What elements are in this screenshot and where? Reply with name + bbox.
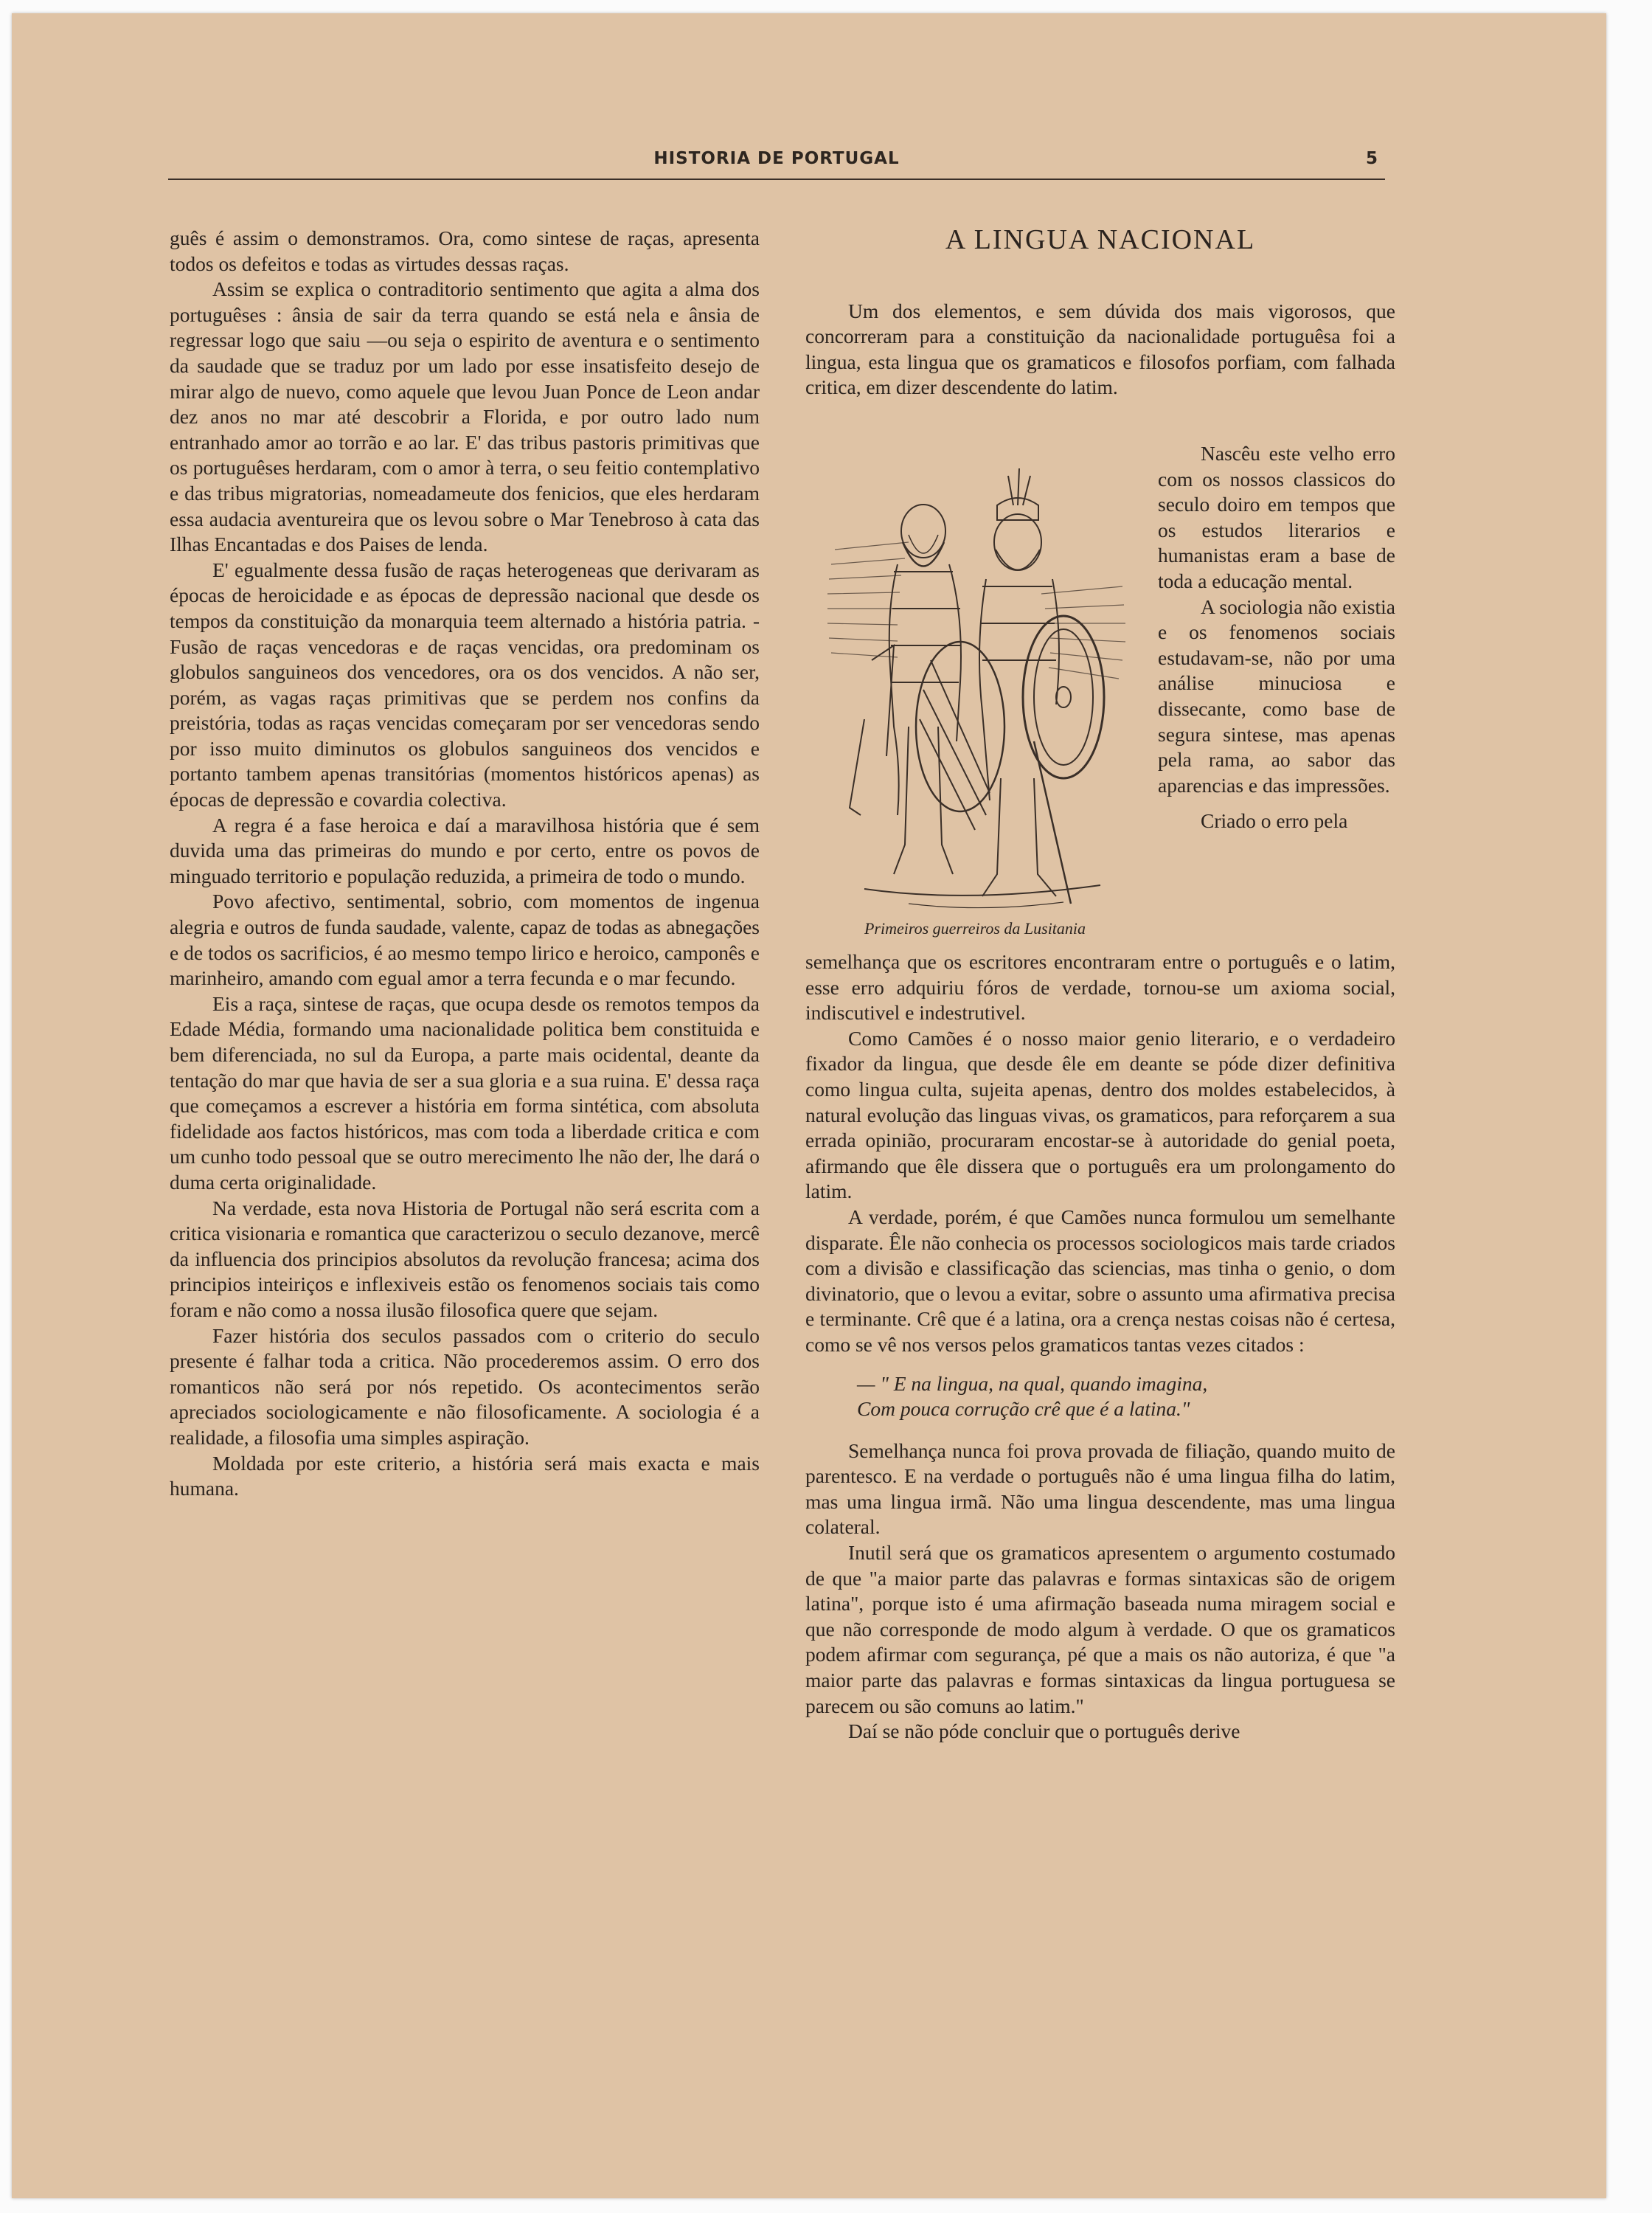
right-column-bottom [805,949,1395,1745]
paragraph: Criado o erro pela [1201,809,1348,833]
paragraph: Nascêu este velho erro com os nossos classicos do seculo doiro em tempos que os estudos literarios e humanistas eram a base de toda a educação mental. [1158,442,1395,592]
paragraph: A regra é a fase heroica e daí a maravilhosa história que é sem duvida uma das primeiras do mundo e por certo, entre os povos de minguado territorio e população reduzida, a primeira de todo o mundo. [170,813,760,887]
paragraph: semelhança que os escritores encontraram entre o português e o latim, esse erro adquiriu fóros de verdade, tornou-se um axioma social, indiscutivel e indestrutivel. [805,950,1395,1025]
paragraph: guês é assim o demonstramos. Ora, como sintese de raças, apresenta todos os defeitos e todas as virtudes dessas raças. [170,226,760,275]
right-column-beside-figure [1158,441,1395,834]
left-column [170,226,760,1502]
paragraph: Um dos elementos, e sem dúvida dos mais vigorosos, que concorreram para a constituição da nacionalidade portuguêsa foi a lingua, esta lingua que os gramaticos e filosofos porfiam, com falhada critica, em dizer descendente do latim. [805,299,1395,399]
section-title: A LINGUA NACIONAL [945,224,1256,255]
header-title: HISTORIA DE PORTUGAL [653,149,900,168]
quote-line: Com pouca corrução crê que é a latina." [857,1397,1190,1421]
page-number: 5 [1365,149,1378,168]
paragraph: E' egualmente dessa fusão de raças heterogeneas que derivaram as épocas de heroicidade e as épocas de depressão nacional que desde os tempos da constituição da monarquia teem alternado a história patria. - Fusão de raças vencedoras e de raças vencidas, ora predominam os globulos sanguineos dos vencedores, ora os dos vencidos. A não ser, porém, as vagas raças primitivas que se perdem nos confins da preistória, todas as raças vencidas começaram por ser vencedoras sendo por isso muito diminutos os globulos sanguineos dos vencidos e portanto tambem apenas transitórias (momentos históricos apenas) as épocas de depressão e covardia colectiva. [170,558,760,811]
warriors-illustration [820,461,1130,911]
paragraph: Fazer história dos seculos passados com o criterio do seculo presente é falhar toda a critica. Não procederemos assim. O erro dos romanticos não será por nós repetido. Os acontecimentos serão apreciados sociologicamente e não filosoficamente. A sociologia é a realidade, a filosofia uma simples aspiração. [170,1323,760,1449]
paragraph: A verdade, porém, é que Camões nunca formulou um semelhante disparate. Êle não conhecia os processos sociologicos mais tarde criados com a divisão e classificação das sciencias, mas tinha o genio, o dom divinatorio, que o levou a evitar, sobre o assunto uma afirmativa precisa e terminante. Crê que é a latina, ora a crença nestas coisas não é certesa, como se vê nos versos pelos gramaticos tantas vezes citados : [805,1205,1395,1356]
paragraph: Eis a raça, sintese de raças, que ocupa desde os remotos tempos da Edade Média, formando uma nacionalidade politica bem constituida e bem diferenciada, no sul da Europa, a parte mais ocidental, deante da tentação do mar que havia de ser a sua gloria e a sua ruina. E' dessa raça que começamos a escrever a história em forma sintética, com absoluta fidelidade aos factos históricos, mas com toda a liberdade critica e com um cunho todo pessoal que se outro merecimento lhe não der, lhe dará o duma certa originalidade. [170,991,760,1194]
paragraph: Como Camões é o nosso maior genio literario, e o verdadeiro fixador da lingua, que desde êle em deante se póde dizer definitiva como lingua culta, sujeita apenas, dentro dos moldes estabelecidos, à natural evolução das linguas vivas, os gramaticos, para reforçarem a sua errada opinião, procuraram encostar-se à autoridade do genial poeta, afirmando que êle dissera que o português era um prolongamento do latim. [805,1026,1395,1203]
paragraph: Daí se não póde concluir que o português derive [848,1720,1240,1743]
paragraph: Semelhança nunca foi prova provada de filiação, quando muito de parentesco. E na verdade o português não é uma lingua filha do latim, mas uma lingua irmã. Não uma lingua descendente, mas uma lingua colateral. [805,1438,1395,1539]
poem-quote [857,1371,1395,1422]
paragraph: A sociologia não existia e os fenomenos sociais estudavam-se, não por uma análise minuciosa e dissecante, como base de segura sintese, mas apenas pela rama, ao sabor das aparencias e das impressões. [1158,595,1395,797]
paragraph: Assim se explica o contraditorio sentimento que agita a alma dos portuguêses : ânsia de sair da terra quando se está nela e ânsia de regressar logo que saiu —ou seja o espirito de aventura e o sentimento da saudade que se traduz por um lado por esse insatisfeito desejo de mirar algo de nuevo, como aquele que levou Juan Ponce de Leon andar dez anos no mar até descobrir a Florida, e por outro lado num entranhado amor ao torrão e ao lar. E' das tribus pastoris primitivas que os portuguêses herdaram, com o amor à terra, o seu feitio contemplativo e das tribus migratorias, nomeadameute dos fenicios, que eles herdaram essa audacia aventureira que os levou sobre o Mar Tenebroso à cata das Ilhas Encantadas e dos Paises de lenda. [170,277,760,556]
right-column-top [805,224,1395,401]
quote-line: — " E na lingua, na qual, quando imagina, [857,1371,1208,1395]
paragraph: Povo afectivo, sentimental, sobrio, com momentos de ingenua alegria e outros de funda saudade, valente, capaz de todas as abnegações e de todos os sacrificios, é ao mesmo tempo lirico e heroico, camponês e marinheiro, amando com egual amor a terra fecunda e o mar fecundo. [170,890,760,990]
figure-caption: Primeiros guerreiros da Lusitania [864,919,1086,938]
paragraph: Inutil será que os gramaticos apresentem o argumento costumado de que "a maior parte das palavras e formas sintaxicas são de origem latina", porque isto é uma afirmação baseada numa miragem social e que não corresponde de modo algum à verdade. O que os gramaticos podem afirmar com segurança, pé que a mais os não autoriza, é que "a maior parte das palavras e formas sintaxicas da lingua portuguesa se parecem ou são comuns ao latim." [805,1541,1395,1717]
paragraph: Moldada por este criterio, a história será mais exacta e mais humana. [170,1451,760,1500]
running-header [168,149,1385,180]
paragraph: Na verdade, esta nova Historia de Portugal não será escrita com a critica visionaria e romantica que caracterizou o seculo dezanove, mercê da influencia dos principios absolutos da revolução francesa; acima dos principios inteiriços e inflexiveis estão os fenomenos sociais tais como foram e não como a nossa ilusão filosofica quere que sejam. [170,1196,760,1321]
warriors-engraving-icon [820,461,1130,911]
